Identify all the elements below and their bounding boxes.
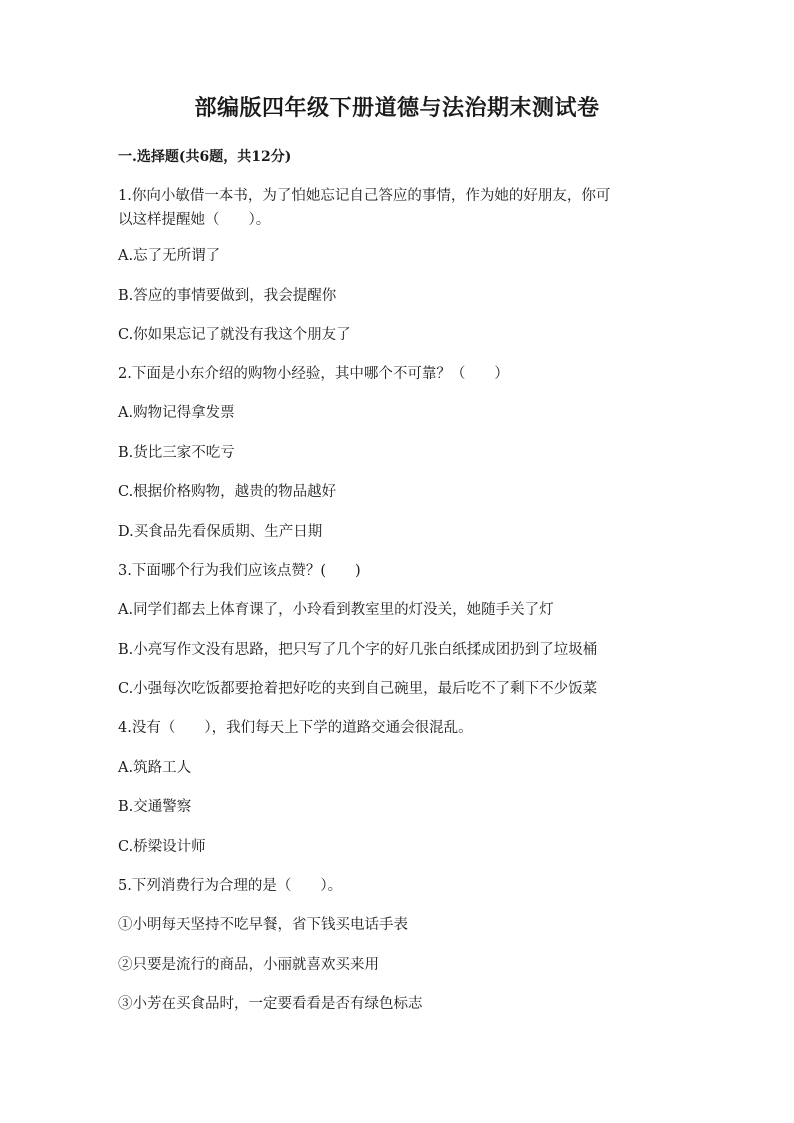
question-4-option-c: C.桥梁设计师 xyxy=(118,839,206,855)
question-2-stem: 2.下面是小东介绍的购物小经验，其中哪个不可靠？（ ） xyxy=(118,366,509,382)
question-3-option-b: B.小亮写作文没有思路，把只写了几个字的好几张白纸揉成团扔到了垃圾桶 xyxy=(118,642,598,658)
question-5-stem: 5.下列消费行为合理的是（ ）。 xyxy=(118,878,343,894)
question-2-option-b: B.货比三家不吃亏 xyxy=(118,445,235,461)
question-2-option-d: D.买食品先看保质期、生产日期 xyxy=(118,524,323,540)
question-4-option-a: A.筑路工人 xyxy=(118,760,192,776)
question-3-option-a: A.同学们都去上体育课了，小玲看到教室里的灯没关，她随手关了灯 xyxy=(118,602,554,618)
question-3-option-c: C.小强每次吃饭都要抢着把好吃的夹到自己碗里，最后吃不了剩下不少饭菜 xyxy=(118,681,598,697)
question-1-option-a: A.忘了无所谓了 xyxy=(118,248,221,264)
question-4-stem: 4.没有（ ），我们每天上下学的道路交通会很混乱。 xyxy=(118,720,473,736)
page-title: 部编版四年级下册道德与法治期末测试卷 xyxy=(194,95,600,121)
question-5-item-1: ①小明每天坚持不吃早餐，省下钱买电话手表 xyxy=(118,917,408,933)
question-1-line-1: 1.你向小敏借一本书，为了怕她忘记自己答应的事情，作为她的好朋友，你可 xyxy=(118,188,611,204)
question-2-option-c: C.根据价格购物，越贵的物品越好 xyxy=(118,484,337,500)
question-1-line-2: 以这样提醒她（ ）。 xyxy=(118,212,271,228)
question-2-option-a: A.购物记得拿发票 xyxy=(118,405,235,421)
question-1-option-b: B.答应的事情要做到，我会提醒你 xyxy=(118,288,337,304)
question-3-stem: 3.下面哪个行为我们应该点赞？( ) xyxy=(118,563,361,579)
question-1-option-c: C.你如果忘记了就没有我这个朋友了 xyxy=(118,327,351,343)
question-4-option-b: B.交通警察 xyxy=(118,799,192,815)
question-5-item-3: ③小芳在买食品时，一定要看看是否有绿色标志 xyxy=(118,996,423,1012)
question-1-stem xyxy=(118,184,678,232)
question-5-item-2: ②只要是流行的商品，小丽就喜欢买来用 xyxy=(118,957,379,973)
section-heading: 一.选择题(共6题，共12分) xyxy=(118,149,292,165)
